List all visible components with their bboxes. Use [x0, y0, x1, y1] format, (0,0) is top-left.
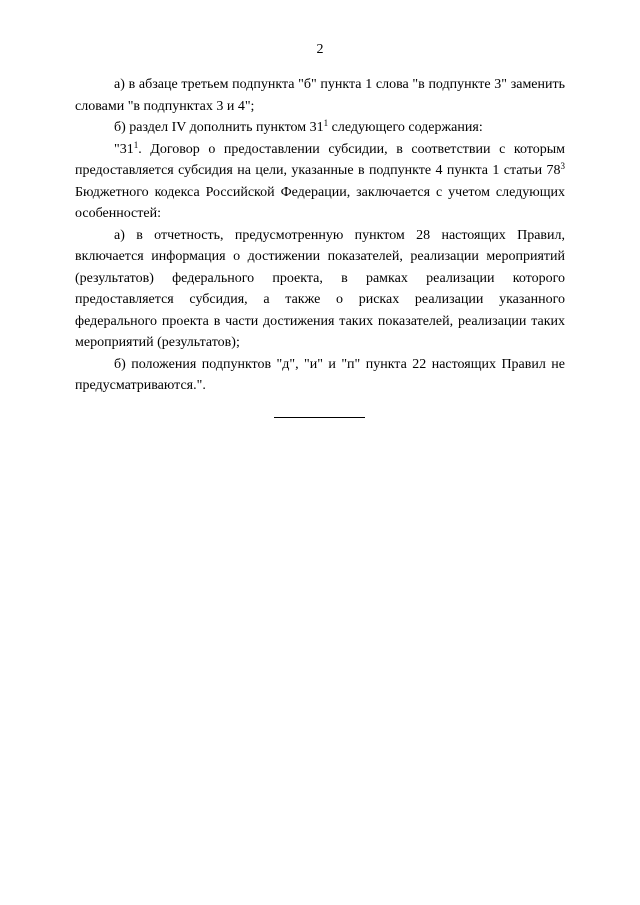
paragraph-text: "31 — [114, 141, 134, 157]
superscript: 1 — [133, 139, 139, 150]
page-number: 2 — [316, 42, 324, 57]
paragraph-text: а) в отчетность, предусмотренную пунктом 28 настоящих Правил, включается информация о достижении показателей, реализации мероприятий (результатов) федерального проекта, в рамках реализации которого предоставляется субсидия, а также о рисках реализации указанного федерального проекта в части достижения таких показателей, реализации таких мероприятий (результатов); — [75, 227, 565, 350]
paragraph-text: следующего содержания: — [328, 120, 483, 135]
document-body — [75, 74, 565, 397]
paragraph-text: а) в абзаце третьем подпункта "б" пункта 1 слова "в подпункте 3" заменить словами "в подпунктах 3 и 4"; — [75, 77, 565, 114]
superscript: 3 — [560, 161, 565, 171]
paragraph-point-31-1-text — [75, 139, 565, 225]
end-separator-line — [274, 417, 365, 418]
paragraph-text: б) положения подпунктов "д", "и" и "п" пункта 22 настоящих Правил не предусматриваются.". — [75, 356, 565, 393]
superscript: 1 — [323, 118, 329, 128]
paragraph-amend-subparagraph-b — [75, 74, 565, 117]
paragraph-reporting — [75, 225, 565, 354]
paragraph-text: . Договор о предоставлении субсидии, в соответствии с которым предоставляется субсидия на цели, указанные в подпункте 4 пункта 1 статьи 78 — [75, 141, 565, 178]
paragraph-text: Бюджетного кодекса Российской Федерации, заключается с учетом следующих особенностей: — [75, 184, 565, 221]
paragraph-text: б) раздел IV дополнить пунктом 31 — [114, 120, 324, 135]
paragraph-provisions-not-applied — [75, 354, 565, 397]
paragraph-add-point-31-1 — [75, 117, 565, 139]
